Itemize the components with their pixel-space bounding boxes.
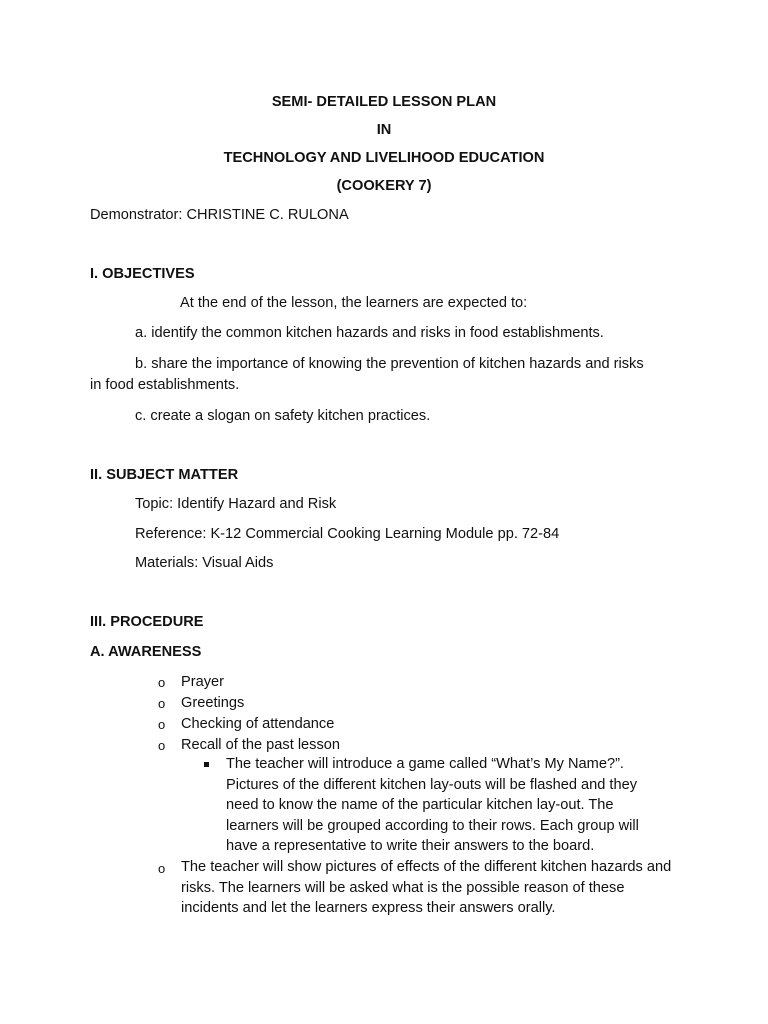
bullet-circle-icon: o [158, 861, 166, 876]
title-line-2: IN [376, 122, 392, 138]
objective-c: c. create a slogan on safety kitchen practices. [135, 408, 431, 424]
list-item: Recall of the past lesson [181, 737, 340, 753]
objective-a: a. identify the common kitchen hazards and risks in food establishments. [135, 325, 604, 341]
procedure-heading: III. PROCEDURE [90, 614, 204, 630]
subject-reference: Reference: K-12 Commercial Cooking Learning Module pp. 72-84 [135, 526, 560, 542]
bullet-circle-icon: o [158, 717, 166, 732]
bullet-circle-icon: o [158, 696, 166, 711]
objective-b-line-2: in food establishments. [90, 377, 240, 393]
objectives-heading: I. OBJECTIVES [90, 266, 195, 282]
list-item: Checking of attendance [181, 716, 335, 732]
bullet-square-icon [204, 762, 209, 767]
bullet-circle-icon: o [158, 675, 166, 690]
list-item: The teacher will show pictures of effects of the different kitchen hazards and risks. The learners will be asked what is the possible reason of these incidents and let the learners express their answers orally. [181, 859, 672, 916]
bullet-circle-icon: o [158, 738, 166, 753]
title-line-4: (COOKERY 7) [336, 178, 432, 194]
objectives-intro: At the end of the lesson, the learners are expected to: [180, 295, 528, 311]
demonstrator-line: Demonstrator: CHRISTINE C. RULONA [90, 207, 349, 223]
objective-b-line-1: b. share the importance of knowing the prevention of kitchen hazards and risks [135, 356, 644, 372]
title-line-1: SEMI- DETAILED LESSON PLAN [271, 94, 497, 110]
sub-list-item: The teacher will introduce a game called “What’s My Name?”. Pictures of the different kitchen lay-outs will be flashed and they need to know the name of the particular kitchen lay-out. The learners will be grouped according to their rows. Each group will have a representative to write their answers to the board. [226, 756, 639, 854]
list-item: Greetings [181, 695, 245, 711]
subject-materials: Materials: Visual Aids [135, 555, 274, 571]
title-line-3: TECHNOLOGY AND LIVELIHOOD EDUCATION [223, 150, 545, 166]
subject-matter-heading: II. SUBJECT MATTER [90, 467, 239, 483]
list-item: Prayer [181, 674, 224, 690]
awareness-heading: A. AWARENESS [90, 644, 202, 660]
subject-topic: Topic: Identify Hazard and Risk [135, 496, 337, 512]
